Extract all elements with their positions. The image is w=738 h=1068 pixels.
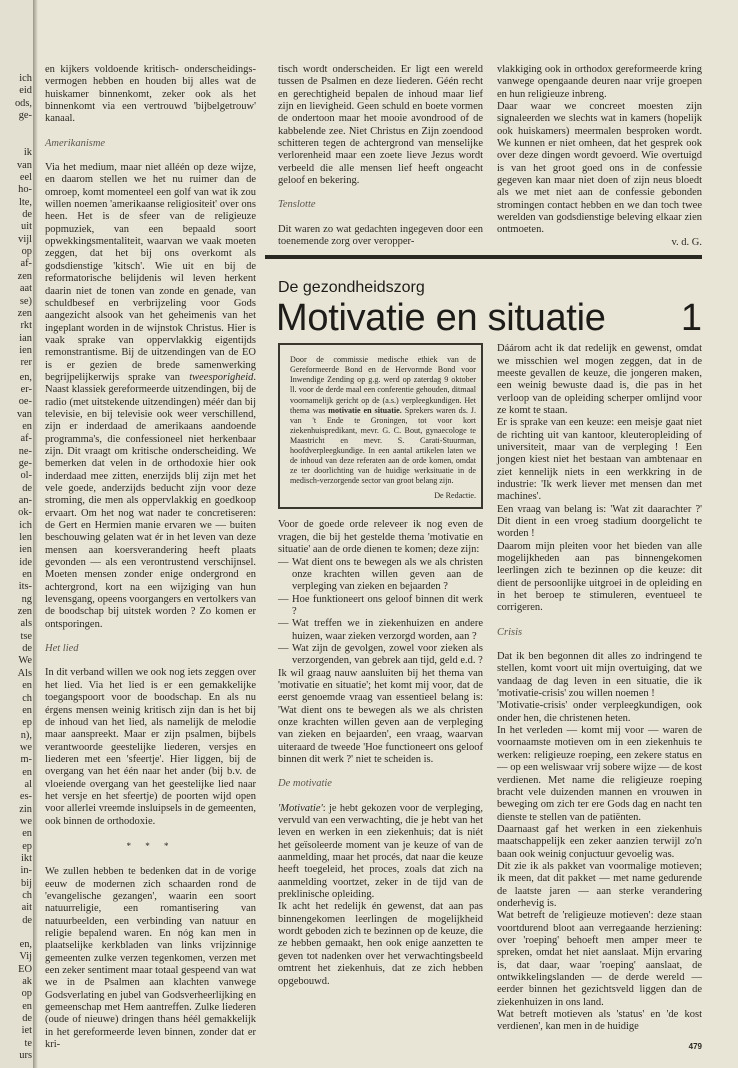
- margin-fragment: EO: [18, 963, 32, 975]
- paragraph: Ik wil graag nauw aansluiten bij het thema van 'motivatie en situatie'; het komt mij voor, dat de eerst genoemde vraag van essentieel belang is: 'Wat dient ons te bewegen als we als christen onze krachten willen geven aan de verpleging van zieken en bejaarden', een vraag, waarvan uiteraard de tweede 'Hoe functioneert ons geloof binnen dit werk ?' niet te scheiden is.: [278, 667, 483, 765]
- margin-fragment: ch: [22, 890, 32, 901]
- margin-fragment: n),: [20, 729, 32, 741]
- margin-fragment: Als: [17, 667, 32, 679]
- margin-fragments-2: [0, 147, 32, 369]
- paragraph: Ik acht het redelijk én gewenst, dat aan pas binnengekomen leerlingen de mogelijkheid wordt geboden zich te bezinnen op de keuze, die ze hebben gemaakt, hen ook enige aanzetten te geven tot nadenken over het verwachtingsbeeld omtrent het ziekenhuis, dat ze zich hebben opgebouwd.: [278, 901, 483, 987]
- editorial-signature: De Redactie.: [434, 491, 476, 501]
- margin-fragment: ch: [22, 692, 32, 704]
- margin-fragment: we: [19, 815, 32, 827]
- article-title: Motivatie en situatie: [276, 297, 606, 340]
- margin-fragment: len: [19, 532, 32, 544]
- margin-fragment: en: [22, 704, 32, 716]
- article-part-number: 1: [680, 297, 702, 340]
- list-item: — Wat treffen we in ziekenhuizen en andere huizen, waar zieken verzorgd worden, aan ?: [278, 618, 483, 643]
- text: Sprekers waren ds. J. van 't Ende te Groningen, tot voor kort ziekenhuispredikant, mevr. G. C. Bout, gynaecologe te Maastricht en mevr. S. Carati-Stuurman, hoofdverpleegkundige. In een aantal artikelen laten we de inhoud van deze referaten aan de orde komen, omdat ze ter doorlichting van de huidige werksituatie in de medisch-verzorgende sector van groot belang zijn.: [290, 405, 476, 486]
- paragraph: In het verleden — komt mij voor — waren de voornaamste motieven om in een ziekenhuis te werken: religieuze roeping, een zekere status en — op een weliswaar vrij sobere wijze — de kost verdienen. Met name die religieuze roeping bracht vele duizenden mannen en vrouwen in beweging om zich ter ere Gods dag en nacht ten dienste te stellen van de patiënten.: [497, 725, 702, 823]
- margin-fragment: ep: [22, 717, 32, 729]
- emphasis: 'Motivatie': [278, 802, 323, 814]
- list-item: — Hoe funktioneert ons geloof binnen dit werk ?: [278, 594, 483, 619]
- margin-fragment: de: [22, 209, 32, 221]
- paragraph: 'Motivatie-crisis' onder verpleegkundigen, ook onder hen, die christenen heten.: [497, 700, 702, 724]
- margin-fragment: Vij: [19, 951, 32, 963]
- margin-fragment: en: [22, 828, 32, 840]
- article-columns: [278, 343, 702, 1052]
- paragraph: [278, 803, 483, 902]
- paragraph: Er is sprake van een keuze: een meisje gaat niet de richting uit van kantoor, kleuteropleiding of universiteit, maar van de verpleging ! Een jongen kiest niet het bestaan van ambtenaar en ziet kennelijk niets in een werkkring in de industrie: 'Ik werk liever met mensen dan met machines'.: [497, 417, 702, 503]
- margin-fragment: bij: [21, 877, 32, 889]
- margin-fragment: es-: [19, 791, 32, 803]
- section-heading-het-lied: Het lied: [45, 643, 79, 655]
- margin-fragment: eid: [19, 85, 32, 97]
- margin-fragment: ak: [22, 976, 32, 988]
- margin-fragment: ik: [23, 147, 32, 159]
- margin-fragment: al: [24, 778, 32, 790]
- margin-fragment: en: [22, 1000, 32, 1012]
- list-item: — Wat zijn de gevolgen, zowel voor zieken als verzorgenden, van gebrek aan tijd, geld e.d. ?: [278, 643, 483, 668]
- margin-fragment: uit: [21, 221, 32, 233]
- margin-fragment: ian: [19, 332, 32, 344]
- margin-fragment: en,: [19, 939, 32, 951]
- margin-fragment: We: [18, 655, 32, 667]
- editorial-note-box: [278, 343, 483, 509]
- article-column-2: [278, 343, 483, 988]
- margin-fragment: op: [21, 988, 32, 1000]
- margin-fragment: ok-: [18, 507, 32, 519]
- column-2-top: [278, 64, 483, 248]
- margin-fragment: vijl: [18, 233, 32, 245]
- margin-fragment: ne-: [18, 445, 32, 457]
- paragraph: Een vraag van belang is: 'Wat zit daarachter ?' Dit dient in een vroeg stadium doorgelicht te worden !: [497, 503, 702, 540]
- margin-fragment: ikt: [21, 852, 32, 864]
- paragraph: Daarom mijn pleiten voor het bieden van alle mogelijkheden aan pas binnengekomen leerlingen zich te bezinnen op die keuze: dit dient de persoonlijke uitgroei in de opleiding en in het beroep te stimuleren, eventueel te corrigeren.: [497, 540, 702, 614]
- top-columns: [278, 64, 702, 249]
- margin-fragment: ien: [19, 544, 32, 556]
- section-heading-amerikanisme: Amerikanisme: [45, 137, 106, 149]
- margin-fragments-4: [0, 939, 32, 1062]
- paragraph: Daarnaast gaf het werken in een ziekenhuis maatschappelijk een zeker aanzien terwijl zo'n baan ook weinig conjuctuur gevoelig was.: [497, 823, 702, 860]
- margin-fragment: de: [22, 914, 32, 926]
- margin-fragment: ien: [19, 344, 32, 356]
- margin-fragment: ich: [19, 519, 32, 531]
- margin-fragment: en,: [19, 371, 32, 383]
- margin-fragment: we: [19, 741, 32, 753]
- margin-fragment: ng: [21, 593, 32, 605]
- paragraph: [45, 162, 256, 631]
- margin-fragments-1: [0, 73, 32, 122]
- paragraph: Dáárom acht ik dat redelijk en gewenst, omdat we misschien wel mogen zeggen, dat in de meeste gevallen de keuze, die jongeren maken, een weinig bewuste daad is, die pas in het verloop van de opleiding scherper omlijnd voor ze komt te staan.: [497, 343, 702, 416]
- margin-fragment: ods,: [14, 97, 32, 109]
- article-kicker: De gezondheidszorg: [278, 279, 425, 297]
- paragraph: In dit verband willen we ook nog iets zeggen over het lied. Via het lied is er een gemakkelijke toegangspoort voor de boodschap. En als nu érgens mensen weinig kritisch zijn dan is het bij de inhoud van het lied, als namelijk de melodie maar aanspreekt. Maar er zijn psalmen, bijbels verantwoorde geestelijke liederen, versjes en liederen met een 'sfeertje'. Hier liggen, bij de overgang van het één naar het ander (bij b.v. de vloeiende overgang van het geestelijke lied naar het versje en het sfeertje) de poorten wijd open voor allerlei vreemde insluipsels in de gemeenten, ook binnen de orthodoxie.: [45, 667, 256, 827]
- paragraph: tisch wordt onderscheiden. Er ligt een wereld tussen de Psalmen en deze liederen. Géén recht en gerechtigheid bepalen de inhoud maar lief zijn en lievigheid. Geen schuld en boete vormen de ondertoon maar het mooie avondrood of de kabbelende zee. Niet Christus en Zijn zoendood schitteren tegen de achtergrond van menselijke verlorenheid maar een zoete lieve Jezus wordt verbeeld die alle mensen lief heeft ongeacht geloof en bekering.: [278, 64, 483, 187]
- margin-fragment: oe-: [18, 396, 32, 408]
- margin-fragment: ide: [19, 556, 32, 568]
- page-number: 479: [688, 1041, 702, 1051]
- section-heading-crisis: Crisis: [497, 626, 523, 638]
- margin-fragments: [0, 73, 32, 1062]
- margin-fragment: af-: [20, 433, 32, 445]
- paragraph: vlakkiging ook in orthodox gereformeerde kring vanwege opengaande deuren naar vrije groepen en hun religieuze inbreng.: [497, 64, 702, 100]
- author-signature: v. d. G.: [671, 236, 702, 248]
- right-columns: [278, 64, 702, 1052]
- paragraph: Voor de goede orde releveer ik nog even de vragen, die bij het gestelde thema 'motivatie en situatie' aan de orde dienen te komen; deze zijn:: [278, 519, 483, 556]
- margin-fragment: an-: [18, 495, 32, 506]
- margin-fragment: van: [16, 408, 32, 420]
- margin-fragments-3: [0, 372, 32, 927]
- editorial-note: [290, 355, 476, 486]
- margin-fragment: zen: [17, 307, 32, 319]
- margin-fragment: zen: [17, 270, 32, 282]
- margin-fragment: op: [21, 246, 32, 258]
- question-list: [278, 557, 483, 668]
- margin-fragment: ich: [19, 73, 32, 84]
- margin-fragment: ho-: [18, 184, 32, 196]
- column-3-top: [497, 64, 702, 249]
- margin-fragment: ol-: [20, 470, 32, 482]
- margin-fragment: lte,: [19, 196, 32, 208]
- page-fold: [33, 0, 38, 1068]
- article-column-3: [497, 343, 702, 1052]
- margin-fragment: aat: [19, 283, 32, 295]
- margin-fragment: iet: [21, 1025, 32, 1037]
- text: . Naast klassiek gereformeerde uitzendingen, bij de radio (met uitstekende uitzendingen) méér dan bij televisie, en bij televisie ook weer verschillend, zijn er inderdaad de amerikaans aandoende programma's, die confessioneel niet herkenbaar zijn. Dit vraagt om kritische onderscheiding. We bemerken dat velen in de orthodoxie hier ook inderdaad mee zitten, enerzijds blij zijn met het vele goede, anderzijds beducht zijn voor deze stroming, die men als oppervlakkig en goedkoop ervaart. Om het nog wat nader te concretiseren: de Gert en Hermien manie ervaren we — buiten beschouwing gelaten wat ér in het leven van deze mensen aan koersverandering heeft plaats gevonden — als een verontrustend verschijnsel. Moeten mensen zonder enige ondergrond en achtergrond, kort na een wijziging van hun levensgang, opeens voorgangers en vertolkers van de boodschap bij uitstek worden ? Zo komen er ontsporingen.: [45, 371, 256, 630]
- section-heading-tenslotte: Tenslotte: [278, 199, 316, 211]
- text: : je hebt gekozen voor de verpleging, vervuld van een verwachting, die je hebt van het leven en werken in een ziekenhuis; dat is niét het geïsoleerde moment van je keuze of van de aanmelding, maar het procés, dat naar die keuze heeft toegeleid, het proces, zoals dat zich na aanmelding voortzet, zeker in de tijd van de preklinische opleiding.: [278, 802, 483, 901]
- section-separator: * * *: [126, 840, 175, 851]
- margin-fragment: tse: [20, 630, 32, 642]
- text: Via het medium, maar niet alléén op deze wijze, en daarom stellen we het nu ruimer dan de omroep, komt momenteel een golf van wat ik zou willen noemen 'amerikaanse religiositeit' over ons heen. Het is de sfeer van de religieuze popmuziek, van een bepaald soort opwekkingsmentaliteit, waarvan we vaak moeten zeggen, dat het bij ons overkomt als godsdienstige 'kitsch'. Wie uit en bij de reformatorische belijdenis wil leven herkent daarin niet de tonen van zonde en genade, van schuldbesef en verbrijzeling voor Gods aangezicht alsook van het geheimenis van het ingeplant worden in de wijnstok Christus. Hier is vaak sprake van oppervlakkig eigentijds remonstrantisme. Bij de uitzendingen van de EO is er gezien de brede samenwerking begrijpelijkerwijs sprake van: [45, 162, 256, 383]
- margin-fragment: en: [22, 569, 32, 581]
- margin-fragment: eel: [19, 172, 32, 184]
- article-title-row: [278, 297, 702, 339]
- margin-fragment: zen: [17, 606, 32, 618]
- margin-fragment: en: [22, 680, 32, 692]
- margin-fragment: te: [24, 1037, 32, 1049]
- emphasis: motivatie en situatie.: [328, 405, 402, 415]
- paragraph: Dit zie ik als pakket van voormalige motieven; ik meen, dat dit pakket — met name gedurende de laatste jaren — aan sterke verandering onderhevig is.: [497, 860, 702, 909]
- margin-fragment: als: [20, 618, 32, 630]
- margin-fragment: ge-: [18, 457, 32, 469]
- list-item: — Wat dient ons te bewegen als we als christen onze krachten willen geven aan de verpleging van zieken en bejaarden ?: [278, 557, 483, 594]
- section-heading-de-motivatie: De motivatie: [278, 778, 332, 790]
- margin-fragment: in-: [20, 865, 32, 877]
- margin-fragment: van: [16, 159, 32, 171]
- margin-fragment: de: [22, 482, 32, 494]
- margin-fragment: rkt: [20, 320, 32, 332]
- margin-fragment: en: [22, 420, 32, 432]
- margin-fragment: de: [22, 643, 32, 655]
- margin-fragment: urs: [19, 1050, 32, 1062]
- margin-fragment: m-: [20, 754, 32, 766]
- paragraph: Wat betreft motieven als 'status' en 'de kost verdienen', kan men in de huidige: [497, 1009, 702, 1033]
- margin-fragment: af-: [20, 258, 32, 270]
- paragraph: We zullen hebben te bedenken dat in de vorige eeuw de modernen zich schaarden rond de 'evangelische gezangen', waarin een soort natuurreligie, een romantisering van natuurbeelden, een verbinding van natuur en religie bepalend waren. En nóg kan men in plaatselijke kerkbladen van links vrijzinnige gemeenten zulke verzen tegenkomen, verzen met een zeker sentiment maar totaal gespeend van wat we in de Psalmen aan klachten vanwege Godsverlating en jubel van Godsverheerlijking en gemeenschap met Hem aantreffen. Zulke liederen (oude of nieuwe) dringen thans héél gemakkelijk in het gereformeerde leven binnen, zonder dat er kri-: [45, 866, 256, 1051]
- margin-fragment: de: [22, 1013, 32, 1025]
- margin-fragment: rer: [20, 357, 32, 369]
- paragraph: Daar waar we concreet moesten zijn signaleerden we slechts wat in kamers (hopelijk ook huiskamers) meermalen besproken wordt. We kunnen er niet omheen, dat het gesprek ook over deze dingen wordt gevoerd. Wie overtuigd is van het groot goed ons in de confessie gegeven kan maar niet doen of zijn neus bloedt als we met niet aan de confessie gebonden stromingen contact hebben en we dan toch twee werelden van godsdienstige beleving elkaar zien ontmoeten.: [497, 101, 702, 236]
- margin-fragment: se): [19, 295, 32, 307]
- margin-fragment: en: [22, 766, 32, 778]
- paragraph: Dat ik ben begonnen dit alles zo indringend te stellen, komt voort uit mijn overtuiging, dat we vandaag de dag leven in een situatie, die ik 'motivatie-crisis' zou willen noemen !: [497, 651, 702, 700]
- text: Door de commissie medische ethiek van de Gereformeerde Bond en de Hervormde Bond voor Inwendige Zending op g.g. werd op zaterdag 9 oktober ll. voor de derde maal een conferentie gehouden, ditmaal voornamelijk gericht op de (a.s.) verpleegkundigen. Het thema was: [290, 355, 476, 415]
- margin-fragment: its-: [18, 581, 32, 593]
- article-divider-rule: [265, 255, 702, 259]
- paragraph: en kijkers voldoende kritisch- onderscheidings-vermogen hebben en houden bij alles wat de huiskamer binnenkomt, zeker ook als het binnenkomt via een vertrouwd 'bijbelgetrouw' kanaal.: [45, 64, 256, 125]
- emphasis: tweesporigheid: [189, 371, 254, 383]
- margin-fragment: ep: [22, 840, 32, 852]
- paragraph: Wat betreft de 'religieuze motieven': deze staan voortdurend bloot aan verregaande herziening: over 'roeping' behoeft men amper meer te spreken, omdat het niet aanslaat. Mijn ervaring is, dat daar, waar 'roeping' aanslaat, de ontwikkelingslanden — de derde wereld — eerder binnen het gezichtsveld liggen dan de ziekenhuizen in ons land.: [497, 910, 702, 1008]
- margin-fragment: ait: [21, 902, 32, 914]
- margin-fragment: er-: [20, 383, 32, 395]
- margin-fragment: ge-: [18, 110, 32, 122]
- margin-fragment: zin: [19, 803, 32, 815]
- column-1: [45, 64, 256, 1051]
- paragraph: Dit waren zo wat gedachten ingegeven door een toenemende zorg over veropper-: [278, 223, 483, 248]
